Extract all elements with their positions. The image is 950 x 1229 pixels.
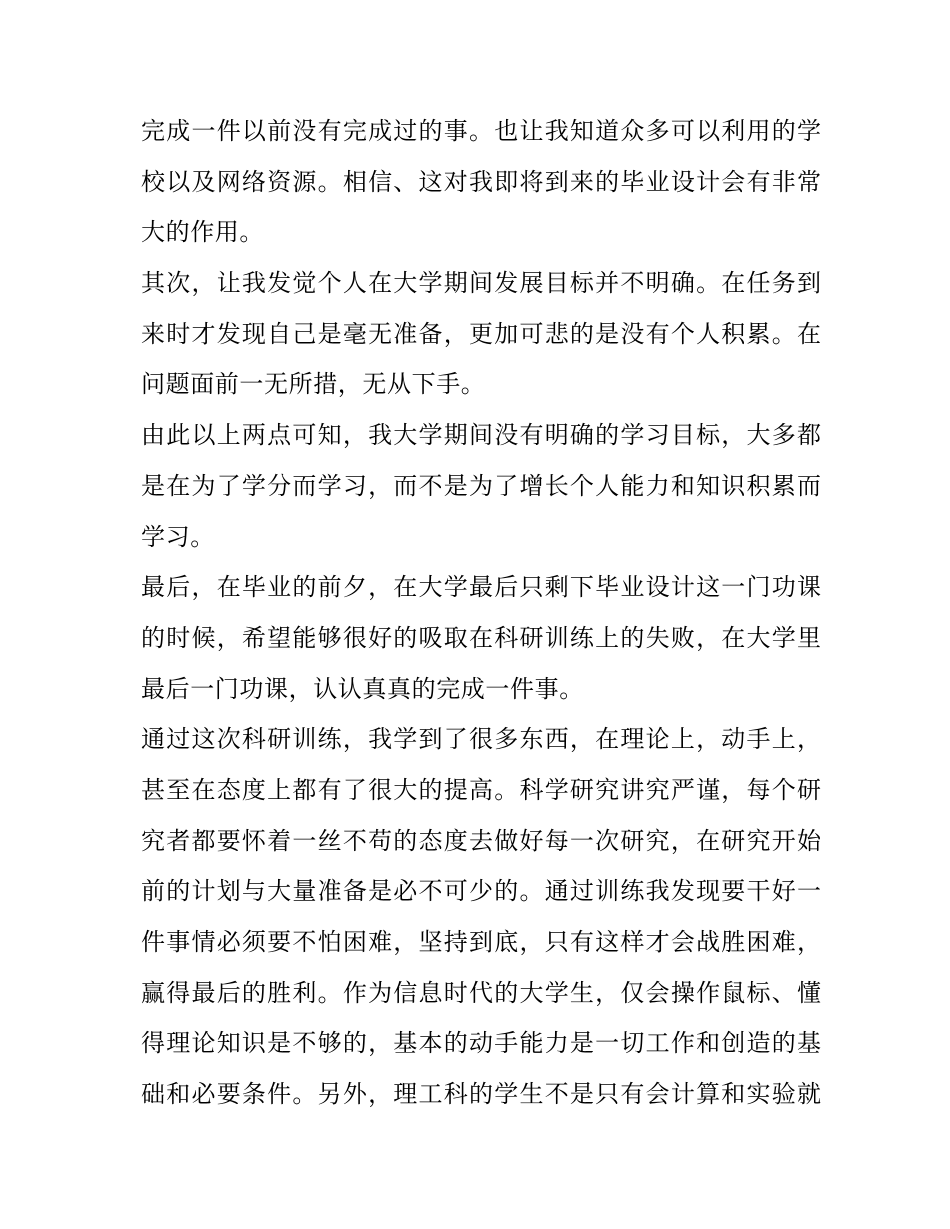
text-line: 完成一件以前没有完成过的事。也让我知道众多可以利用的学 (141, 117, 821, 145)
text-line: 来时才发现自己是毫无准备，更加可悲的是没有个人积累。在 (141, 319, 821, 348)
text-line: 其次，让我发觉个人在大学期间发展目标并不明确。在任务到 (141, 269, 821, 298)
text-line: 得理论知识是不够的，基本的动手能力是一切工作和创造的基 (141, 1029, 821, 1058)
text-line: 问题面前一无所措，无从下手。 (141, 370, 486, 399)
text-line: 础和必要条件。另外，理工科的学生不是只有会计算和实验就 (141, 1080, 821, 1109)
text-line: 校以及网络资源。相信、这对我即将到来的毕业设计会有非常 (141, 167, 821, 196)
body-text (141, 106, 821, 1120)
text-line: 由此以上两点可知，我大学期间没有明确的学习目标，大多都 (141, 421, 821, 450)
text-line: 甚至在态度上都有了很大的提高。科学研究讲究严谨，每个研 (141, 775, 821, 804)
text-line: 学习。 (141, 522, 215, 551)
text-line: 是在为了学分而学习，而不是为了增长个人能力和知识积累而 (141, 471, 821, 500)
text-line: 的时候，希望能够很好的吸取在科研训练上的失败，在大学里 (141, 623, 821, 652)
text-line: 通过这次科研训练，我学到了很多东西，在理论上，动手上， (141, 725, 821, 754)
text-line: 最后，在毕业的前夕，在大学最后只剩下毕业设计这一门功课 (141, 573, 821, 602)
text-line: 件事情必须要不怕困难，坚持到底，只有这样才会战胜困难， (141, 928, 821, 956)
text-line: 前的计划与大量准备是必不可少的。通过训练我发现要干好一 (141, 877, 821, 906)
text-line: 究者都要怀着一丝不苟的态度去做好每一次研究，在研究开始 (141, 826, 821, 855)
text-line: 大的作用。 (141, 218, 264, 247)
text-line: 赢得最后的胜利。作为信息时代的大学生，仅会操作鼠标、懂 (141, 978, 821, 1007)
text-line: 最后一门功课，认认真真的完成一件事。 (141, 674, 584, 703)
